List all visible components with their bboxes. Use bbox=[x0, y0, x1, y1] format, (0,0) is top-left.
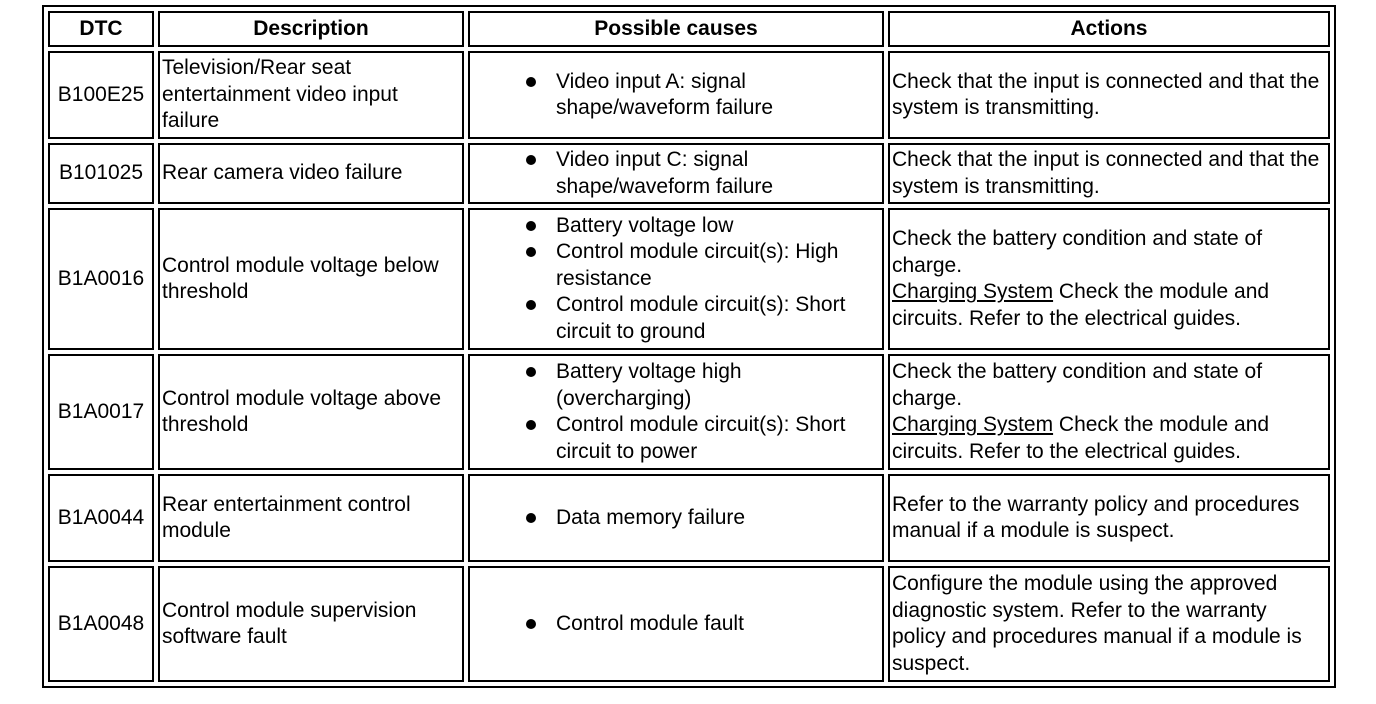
cause-item: Battery voltage high (overcharging) bbox=[556, 359, 880, 412]
action-body: Check the module and circuits. Refer to the electrical guides. bbox=[892, 280, 1270, 330]
action-text bbox=[888, 354, 1330, 470]
cause-list bbox=[472, 69, 880, 122]
action-body: Check the module and circuits. Refer to the electrical guides. bbox=[892, 413, 1270, 463]
dtc-description: Control module voltage below threshold bbox=[158, 208, 464, 350]
header-actions: Actions bbox=[888, 11, 1330, 47]
cause-item: Control module circuit(s): Short circuit to ground bbox=[556, 292, 880, 345]
dtc-code: B1A0016 bbox=[48, 208, 154, 350]
table-row bbox=[48, 143, 1330, 204]
cause-list bbox=[472, 505, 880, 532]
cause-list bbox=[472, 147, 880, 200]
cause-item: Control module circuit(s): High resistance bbox=[556, 239, 880, 292]
dtc-description: Television/Rear seat entertainment video input failure bbox=[158, 51, 464, 139]
cause-item: Video input A: signal shape/waveform failure bbox=[556, 69, 880, 122]
action-text bbox=[888, 143, 1330, 204]
cause-item: Battery voltage low bbox=[556, 213, 880, 240]
dtc-table bbox=[44, 7, 1334, 686]
cause-item: Data memory failure bbox=[556, 505, 880, 532]
table-row bbox=[48, 208, 1330, 350]
possible-causes bbox=[468, 354, 884, 470]
dtc-description: Rear entertainment control module bbox=[158, 474, 464, 562]
possible-causes bbox=[468, 143, 884, 204]
table-row bbox=[48, 474, 1330, 562]
table-row bbox=[48, 51, 1330, 139]
dtc-description: Rear camera video failure bbox=[158, 143, 464, 204]
action-text bbox=[888, 474, 1330, 562]
cause-item: Video input C: signal shape/waveform failure bbox=[556, 147, 880, 200]
possible-causes bbox=[468, 208, 884, 350]
action-text bbox=[888, 566, 1330, 682]
header-possible-causes: Possible causes bbox=[468, 11, 884, 47]
possible-causes bbox=[468, 474, 884, 562]
table-row bbox=[48, 354, 1330, 470]
dtc-code: B100E25 bbox=[48, 51, 154, 139]
dtc-description: Control module supervision software fault bbox=[158, 566, 464, 682]
dtc-code: B1A0017 bbox=[48, 354, 154, 470]
action-body: Check that the input is connected and that the system is transmitting. bbox=[892, 69, 1320, 120]
cause-item: Control module circuit(s): Short circuit to power bbox=[556, 412, 880, 465]
possible-causes bbox=[468, 51, 884, 139]
table-row bbox=[48, 566, 1330, 682]
dtc-code: B1A0048 bbox=[48, 566, 154, 682]
header-row bbox=[48, 11, 1330, 47]
cause-list bbox=[472, 359, 880, 465]
action-text bbox=[888, 208, 1330, 350]
dtc-table-frame bbox=[42, 5, 1336, 688]
possible-causes bbox=[468, 566, 884, 682]
header-dtc: DTC bbox=[48, 11, 154, 47]
cause-list bbox=[472, 611, 880, 638]
header-description: Description bbox=[158, 11, 464, 47]
action-text bbox=[888, 51, 1330, 139]
action-body: Configure the module using the approved diagnostic system. Refer to the warranty policy and procedures manual if a module is suspect. bbox=[892, 572, 1302, 675]
dtc-code: B101025 bbox=[48, 143, 154, 204]
action-pre: Check the battery condition and state of charge. bbox=[892, 227, 1263, 277]
cause-list bbox=[472, 213, 880, 346]
action-body: Refer to the warranty policy and procedures manual if a module is suspect. bbox=[892, 492, 1300, 543]
cause-item: Control module fault bbox=[556, 611, 880, 638]
charging-system-link[interactable]: Charging System bbox=[892, 280, 1054, 304]
action-pre: Check the battery condition and state of charge. bbox=[892, 360, 1263, 410]
action-body: Check that the input is connected and that the system is transmitting. bbox=[892, 148, 1320, 198]
dtc-description: Control module voltage above threshold bbox=[158, 354, 464, 470]
charging-system-link[interactable]: Charging System bbox=[892, 413, 1054, 437]
dtc-code: B1A0044 bbox=[48, 474, 154, 562]
